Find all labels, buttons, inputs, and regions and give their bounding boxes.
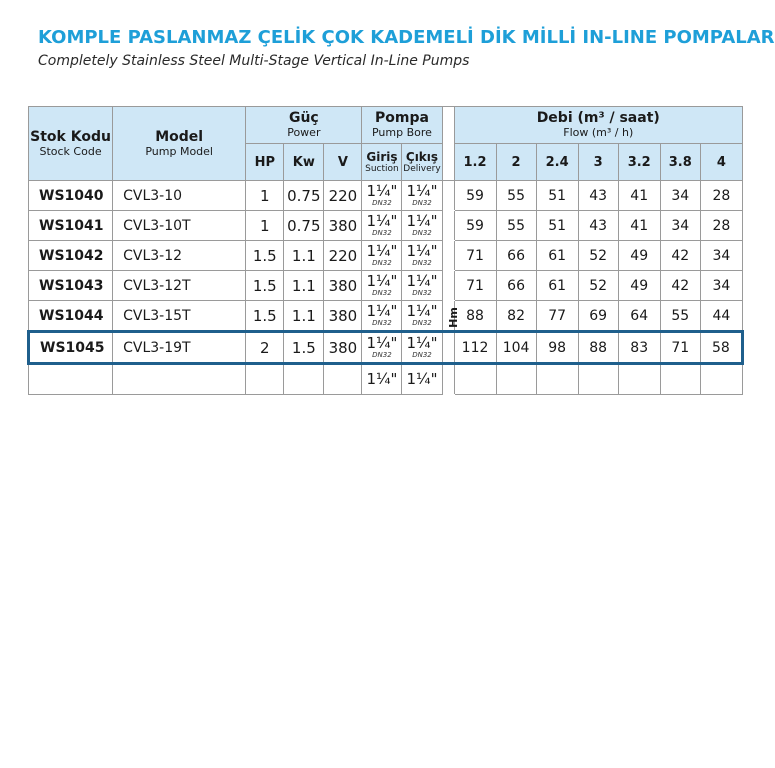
head-value-cell: 51 — [536, 211, 578, 241]
voltage-cell: 380 — [324, 271, 362, 301]
head-value-cell: 98 — [536, 332, 578, 364]
stock-code-cell: WS1043 — [29, 271, 113, 301]
kw-cell: 1.1 — [284, 241, 324, 271]
head-value-cell: 77 — [536, 301, 578, 332]
kw-cell: 1.5 — [284, 332, 324, 364]
head-value-cell: 34 — [700, 241, 742, 271]
head-value-cell — [496, 364, 536, 395]
voltage-cell: 380 — [324, 301, 362, 332]
delivery-cell: 1¼" DN32 — [402, 332, 442, 364]
flow-header: Debi (m³ / saat) Flow (m³ / h) — [454, 107, 743, 144]
kw-cell: 1.1 — [284, 301, 324, 332]
head-value-cell: 49 — [618, 271, 660, 301]
suction-cell: 1¼" DN32 — [362, 271, 402, 301]
suction-cell: 1¼" DN32 — [362, 332, 402, 364]
hm-label-cell — [442, 301, 460, 332]
flow-col-header: 3.8 — [660, 144, 700, 181]
pump-bore-header: Pompa Pump Bore — [362, 107, 442, 144]
head-value-cell: 59 — [454, 211, 496, 241]
head-value-cell — [660, 364, 700, 395]
hp-header: HP — [246, 144, 284, 181]
table-row — [29, 301, 743, 332]
head-value-cell — [700, 364, 742, 395]
hp-cell: 1 — [246, 211, 284, 241]
pump-table-container — [27, 106, 745, 388]
suction-cell: 1¼" DN32 — [362, 181, 402, 211]
stock-code-cell: WS1044 — [29, 301, 113, 332]
head-value-cell: 66 — [496, 271, 536, 301]
table-body — [29, 181, 743, 395]
head-value-cell: 83 — [618, 332, 660, 364]
model-cell: CVL3-10 — [113, 181, 246, 211]
table-row — [29, 271, 743, 301]
power-header: Güç Power — [246, 107, 362, 144]
separator-cell — [442, 211, 454, 241]
separator-cell — [442, 271, 454, 301]
table-row — [29, 364, 743, 395]
head-value-cell: 34 — [660, 211, 700, 241]
head-value-cell — [578, 364, 618, 395]
head-value-cell: 59 — [454, 181, 496, 211]
head-value-cell: 58 — [700, 332, 742, 364]
delivery-header: Çıkış Delivery — [402, 144, 442, 181]
separator-cell — [442, 241, 454, 271]
head-value-cell: 71 — [454, 241, 496, 271]
head-value-cell: 71 — [454, 271, 496, 301]
head-value-cell: 71 — [660, 332, 700, 364]
stock-code-cell: WS1045 — [29, 332, 113, 364]
model-cell: CVL3-10T — [113, 211, 246, 241]
stock-code-cell: WS1040 — [29, 181, 113, 211]
delivery-cell: 1¼" DN32 — [402, 271, 442, 301]
hp-cell: 1.5 — [246, 241, 284, 271]
head-value-cell: 51 — [536, 181, 578, 211]
delivery-cell: 1¼" DN32 — [402, 181, 442, 211]
hp-cell — [246, 364, 284, 395]
model-header: Model Pump Model — [113, 107, 246, 181]
table-row — [29, 332, 743, 364]
separator-cell — [442, 332, 454, 364]
stock-code-cell — [29, 364, 113, 395]
model-cell: CVL3-12 — [113, 241, 246, 271]
table-row — [29, 241, 743, 271]
kw-header: Kw — [284, 144, 324, 181]
head-value-cell: 55 — [496, 181, 536, 211]
suction-cell: 1¼" DN32 — [362, 301, 402, 332]
page-subtitle: Completely Stainless Steel Multi-Stage Vertical In-Line Pumps — [38, 53, 470, 69]
head-value-cell: 82 — [496, 301, 536, 332]
head-value-cell: 55 — [496, 211, 536, 241]
stock-code-cell: WS1042 — [29, 241, 113, 271]
suction-cell: 1¼" DN32 — [362, 211, 402, 241]
v-header: V — [324, 144, 362, 181]
flow-col-header: 3 — [578, 144, 618, 181]
delivery-cell: 1¼" DN32 — [402, 211, 442, 241]
voltage-cell — [324, 364, 362, 395]
model-cell: CVL3-15T — [113, 301, 246, 332]
kw-cell — [284, 364, 324, 395]
hm-label: Hm — [446, 306, 460, 328]
separator-header — [442, 107, 454, 181]
head-value-cell: 43 — [578, 181, 618, 211]
separator-cell — [442, 181, 454, 211]
flow-col-header: 2 — [496, 144, 536, 181]
model-cell: CVL3-12T — [113, 271, 246, 301]
head-value-cell: 28 — [700, 211, 742, 241]
kw-cell: 0.75 — [284, 181, 324, 211]
head-value-cell: 88 — [578, 332, 618, 364]
head-value-cell: 61 — [536, 271, 578, 301]
voltage-cell: 220 — [324, 181, 362, 211]
head-value-cell: 112 — [454, 332, 496, 364]
head-value-cell: 66 — [496, 241, 536, 271]
delivery-cell: 1¼" DN32 — [402, 301, 442, 332]
delivery-cell: 1¼" — [402, 364, 442, 395]
hp-cell: 1.5 — [246, 301, 284, 332]
head-value-cell — [536, 364, 578, 395]
head-value-cell: 55 — [660, 301, 700, 332]
table-row — [29, 181, 743, 211]
voltage-cell: 380 — [324, 211, 362, 241]
suction-cell: 1¼" DN32 — [362, 241, 402, 271]
head-value-cell: 28 — [700, 181, 742, 211]
head-value-cell: 61 — [536, 241, 578, 271]
head-value-cell — [618, 364, 660, 395]
head-value-cell: 52 — [578, 241, 618, 271]
page-title: KOMPLE PASLANMAZ ÇELİK ÇOK KADEMELİ DİK MİLLİ IN-LINE POMPALAR — [38, 27, 775, 48]
head-value-cell: 52 — [578, 271, 618, 301]
head-value-cell: 41 — [618, 181, 660, 211]
head-value-cell: 42 — [660, 241, 700, 271]
model-cell: CVL3-19T — [113, 332, 246, 364]
head-value-cell: 44 — [700, 301, 742, 332]
head-value-cell: 34 — [700, 271, 742, 301]
hp-cell: 1.5 — [246, 271, 284, 301]
head-value-cell: 49 — [618, 241, 660, 271]
voltage-cell: 380 — [324, 332, 362, 364]
flow-col-header: 1.2 — [454, 144, 496, 181]
hp-cell: 2 — [246, 332, 284, 364]
flow-col-header: 2.4 — [536, 144, 578, 181]
hp-cell: 1 — [246, 181, 284, 211]
head-value-cell: 104 — [496, 332, 536, 364]
delivery-cell: 1¼" DN32 — [402, 241, 442, 271]
stock-code-cell: WS1041 — [29, 211, 113, 241]
suction-header: Giriş Suction — [362, 144, 402, 181]
pump-spec-table — [27, 106, 744, 395]
kw-cell: 1.1 — [284, 271, 324, 301]
table-row — [29, 211, 743, 241]
separator-cell — [442, 364, 454, 395]
kw-cell: 0.75 — [284, 211, 324, 241]
head-value-cell: 88 — [454, 301, 496, 332]
head-value-cell: 42 — [660, 271, 700, 301]
head-value-cell: 43 — [578, 211, 618, 241]
suction-cell: 1¼" — [362, 364, 402, 395]
head-value-cell: 69 — [578, 301, 618, 332]
head-value-cell — [454, 364, 496, 395]
voltage-cell: 220 — [324, 241, 362, 271]
head-value-cell: 64 — [618, 301, 660, 332]
flow-col-header: 3.2 — [618, 144, 660, 181]
model-cell — [113, 364, 246, 395]
stock-code-header: Stok Kodu Stock Code — [29, 107, 113, 181]
head-value-cell: 34 — [660, 181, 700, 211]
head-value-cell: 41 — [618, 211, 660, 241]
flow-col-header: 4 — [700, 144, 742, 181]
